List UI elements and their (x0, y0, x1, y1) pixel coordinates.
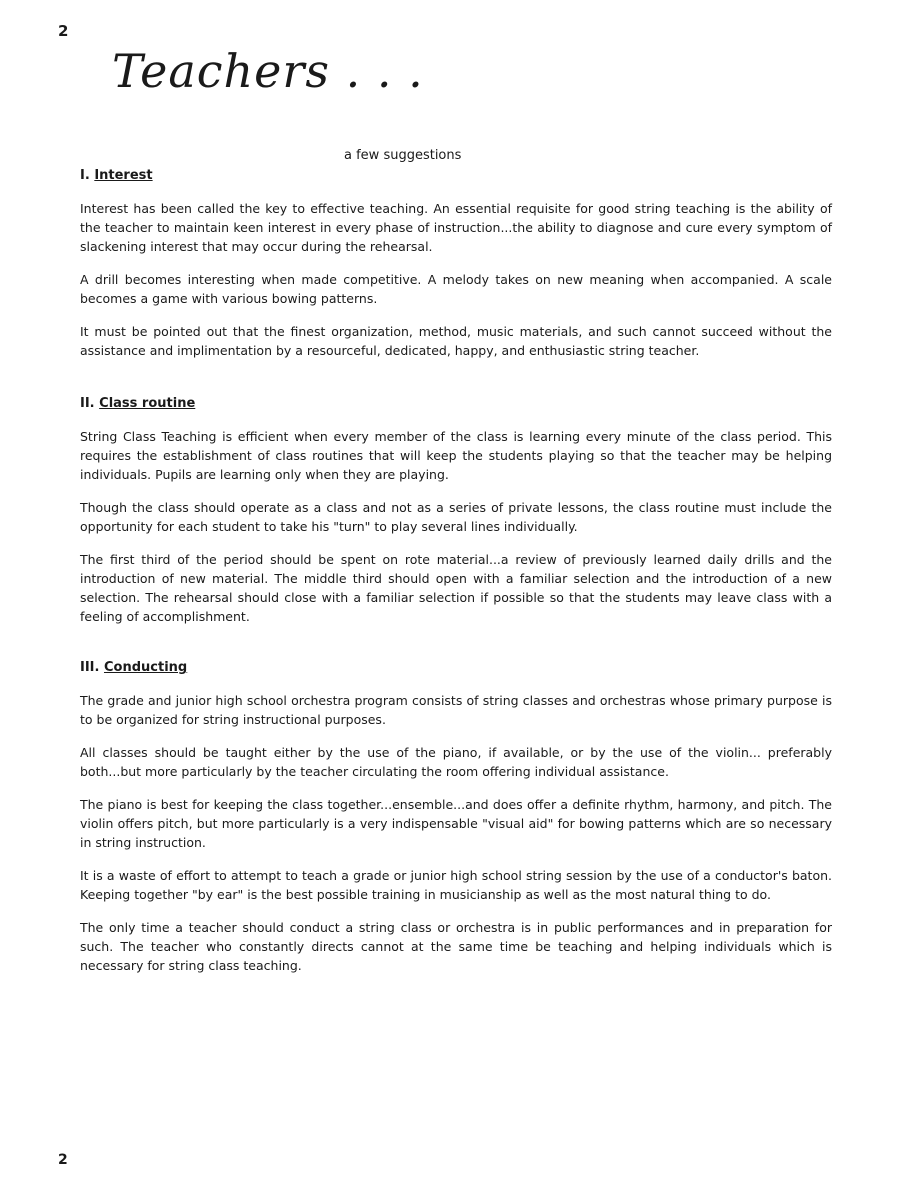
paragraph: It must be pointed out that the finest organization, method, music materials, and such cannot succeed without the assistance and implimentation by a resourceful, dedicated, happy, and enthusiastic string teacher. (80, 324, 832, 358)
page-number-top: 2 (58, 22, 69, 40)
section-numeral: I. (80, 168, 90, 183)
paragraph: A drill becomes interesting when made competitive. A melody takes on new meaning when accompanied. A scale becomes a game with various bowing patterns. (80, 272, 832, 306)
paragraph: It is a waste of effort to attempt to teach a grade or junior high school string session by the use of a conductor's baton. Keeping together "by ear" is the best possible training in musicianship as well as the most natural thing to do. (80, 868, 832, 902)
section-interest (80, 166, 832, 360)
section-conducting (80, 658, 832, 975)
paragraph: Though the class should operate as a class and not as a series of private lessons, the class routine must include the opportunity for each student to take his "turn" to play several lines individually. (80, 500, 832, 534)
paragraph: The first third of the period should be spent on rote material...a review of previously learned daily drills and the introduction of new material. The middle third should open with a familiar selection and the introduction of a new selection. The rehearsal should close with a familiar selection if possible so that the students may leave class with a feeling of accomplishment. (80, 552, 832, 624)
section-numeral: II. (80, 396, 95, 411)
paragraph: The grade and junior high school orchestra program consists of string classes and orchestras whose primary purpose is to be organized for string instructional purposes. (80, 693, 832, 727)
document-body (80, 166, 832, 1005)
paragraph: All classes should be taught either by the use of the piano, if available, or by the use of the violin... preferably both...but more particularly by the teacher circulating the room offering individual assistance. (80, 745, 832, 779)
section-heading (80, 394, 832, 413)
section-heading-title: Interest (94, 168, 153, 183)
section-numeral: III. (80, 660, 100, 675)
section-heading-title: Class routine (99, 396, 196, 411)
paragraph: The only time a teacher should conduct a string class or orchestra is in public performances and in preparation for such. The teacher who constantly directs cannot at the same time be teaching and helping individuals which is necessary for string class teaching. (80, 920, 832, 973)
page-title: Teachers . . . (112, 44, 424, 98)
section-heading (80, 166, 832, 185)
page-subtitle: a few suggestions (344, 148, 462, 163)
section-heading-title: Conducting (103, 660, 188, 675)
paragraph: String Class Teaching is efficient when every member of the class is learning every minute of the class period. This requires the establishment of class routines that will keep the students playing so that the teacher may be helping individuals. Pupils are learning only when they are playing. (80, 429, 832, 482)
paragraph: The piano is best for keeping the class together...ensemble...and does offer a definite rhythm, harmony, and pitch. The violin offers pitch, but more particularly is a very indispensable "visual aid" for bowing patterns which are so necessary in string instruction. (80, 797, 832, 850)
section-class-routine (80, 394, 832, 626)
paragraph: Interest has been called the key to effective teaching. An essential requisite for good string teaching is the ability of the teacher to maintain keen interest in every phase of instruction...the ability to diagnose and cure every symptom of slackening interest that may occur during the rehearsal. (80, 201, 832, 254)
section-heading (80, 658, 832, 677)
page-number-bottom: 2 (58, 1152, 68, 1168)
